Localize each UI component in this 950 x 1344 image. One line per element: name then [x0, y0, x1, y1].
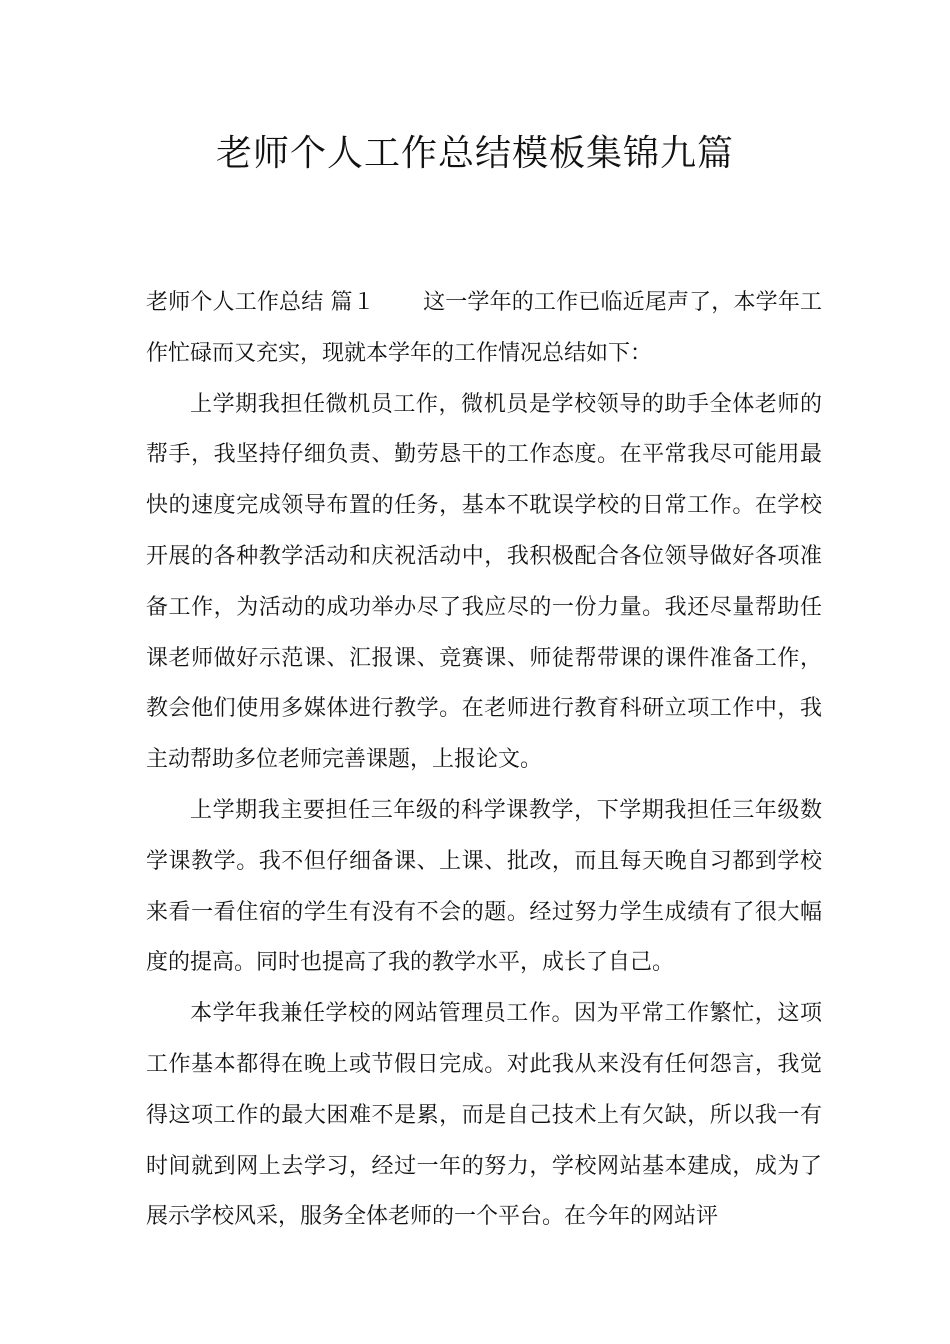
paragraph: 上学期我担任微机员工作，微机员是学校领导的助手全体老师的帮手，我坚持仔细负责、勤劳恳干的工作态度。在平常我尽可能用最快的速度完成领导布置的任务，基本不耽误学校的日常工作。在学校开展的各种教学活动和庆祝活动中，我积极配合各位领导做好各项准备工作，为活动的成功举办尽了我应尽的一份力量。我还尽量帮助任课老师做好示范课、汇报课、竞赛课、师徒帮带课的课件准备工作，教会他们使用多媒体进行教学。在老师进行教育科研立项工作中，我主动帮助多位老师完善课题，上报论文。 [146, 391, 822, 773]
section-label: 老师个人工作总结 篇１ [146, 290, 375, 315]
document-body [146, 278, 822, 1243]
paragraph: 上学期我主要担任三年级的科学课教学，下学期我担任三年级数学课教学。我不但仔细备课、上课、批改，而且每天晚自习都到学校来看一看住宿的学生有没有不会的题。经过努力学生成绩有了很大幅度的提高。同时也提高了我的教学水平，成长了自己。 [146, 797, 822, 976]
paragraph-text: 这一学年的工作已临近尾声了，本学年工作忙碌而又充实，现就本学年的工作情况总结如下： [146, 290, 822, 366]
document-title: 老师个人工作总结模板集锦九篇 [215, 133, 734, 174]
paragraph-intro [146, 278, 822, 380]
paragraph: 本学年我兼任学校的网站管理员工作。因为平常工作繁忙，这项工作基本都得在晚上或节假日完成。对此我从来没有任何怨言，我觉得这项工作的最大困难不是累，而是自己技术上有欠缺，所以我一有时间就到网上去学习，经过一年的努力，学校网站基本建成，成为了展示学校风采，服务全体老师的一个平台。在今年的网站评 [146, 1001, 822, 1230]
